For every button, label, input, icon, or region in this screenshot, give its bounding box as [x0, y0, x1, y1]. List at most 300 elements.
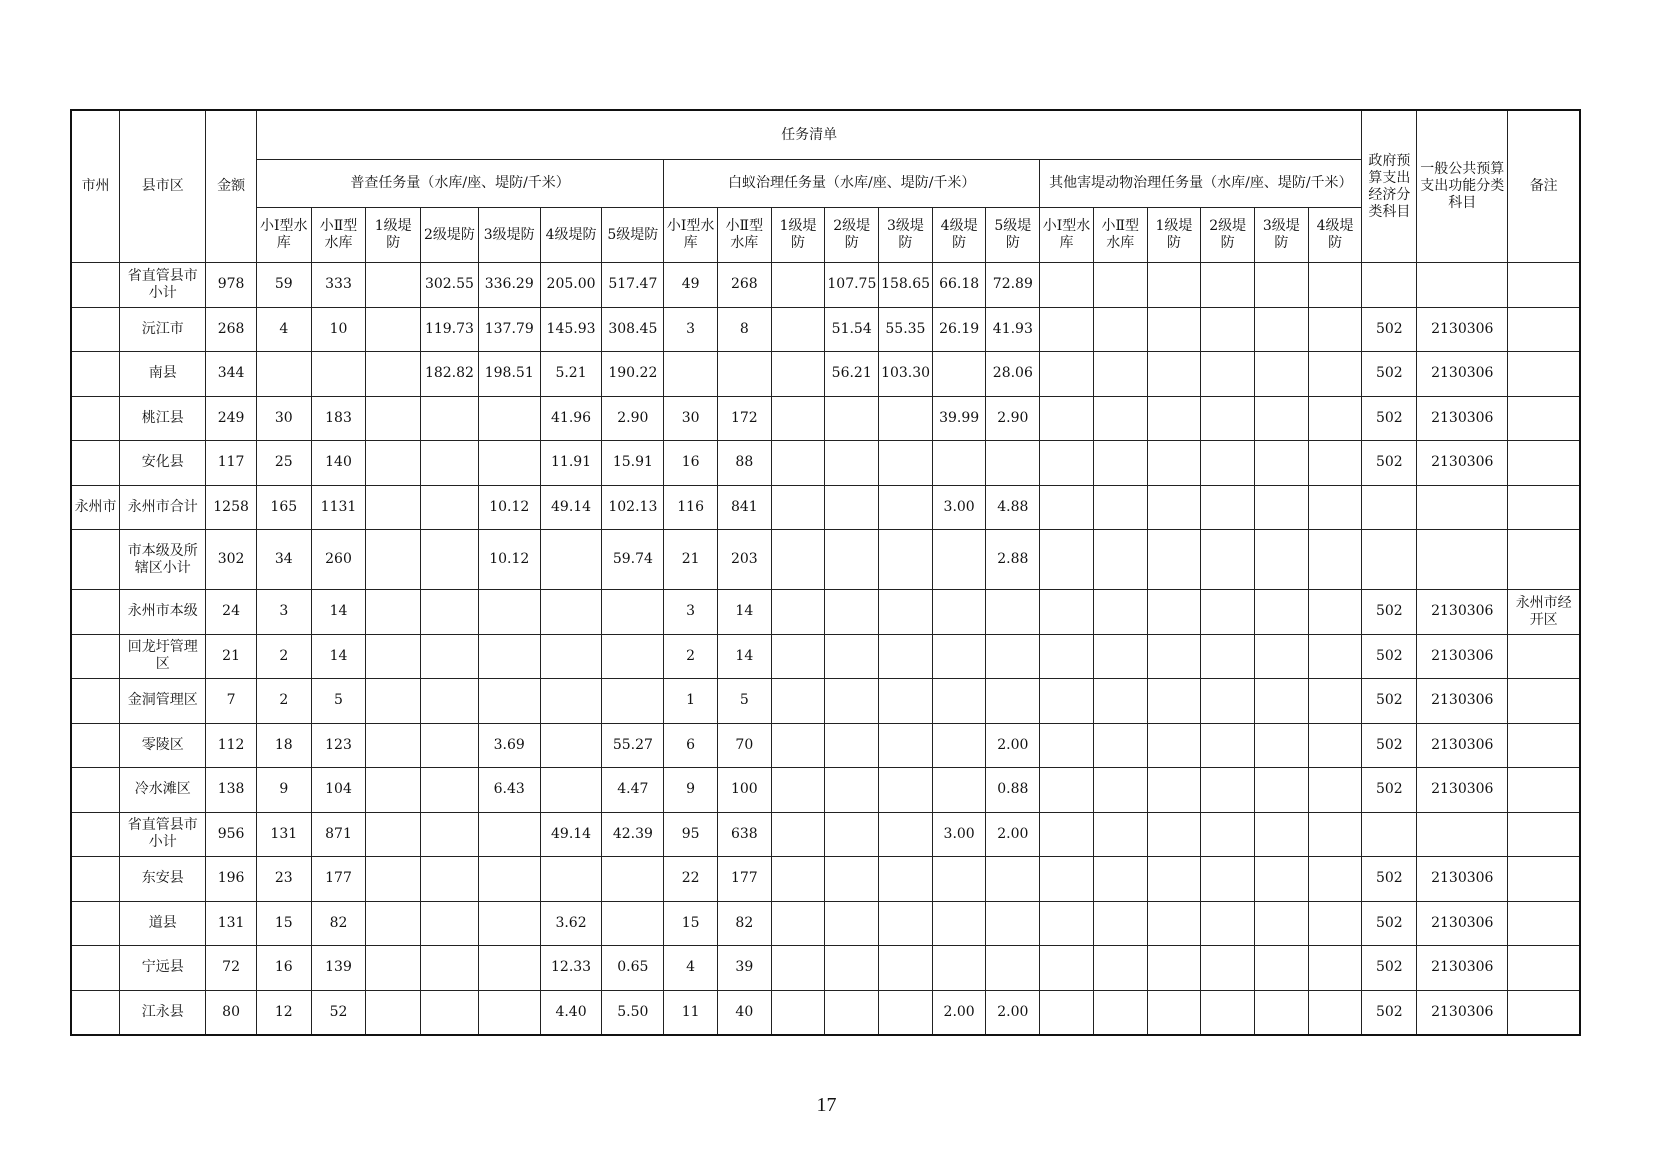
header-task-list: 任务清单 — [256, 110, 1362, 160]
value-cell — [932, 634, 986, 679]
value-cell — [771, 990, 825, 1035]
value-cell — [366, 812, 421, 857]
value-cell — [1147, 857, 1201, 902]
remark-cell — [1508, 946, 1580, 991]
value-cell: 107.75 — [825, 263, 879, 308]
remark-cell — [1508, 679, 1580, 724]
value-cell — [825, 441, 879, 486]
remark-cell — [1508, 441, 1580, 486]
value-cell: 24 — [206, 590, 257, 635]
value-cell — [932, 352, 986, 397]
value-cell — [1255, 530, 1309, 590]
value-cell: 3 — [664, 307, 718, 352]
county-cell: 东安县 — [120, 857, 206, 902]
value-cell: 15 — [256, 901, 311, 946]
page-number: 17 — [816, 1094, 837, 1116]
value-cell — [932, 590, 986, 635]
value-cell — [1040, 901, 1094, 946]
value-cell: 3 — [256, 590, 311, 635]
value-cell — [1201, 990, 1255, 1035]
value-cell — [602, 634, 664, 679]
value-cell: 638 — [717, 812, 771, 857]
value-cell — [879, 590, 933, 635]
value-cell: 21 — [206, 634, 257, 679]
value-cell — [879, 485, 933, 530]
value-cell — [366, 679, 421, 724]
value-cell: 18 — [256, 723, 311, 768]
value-cell: 2.00 — [986, 990, 1040, 1035]
value-cell — [1040, 634, 1094, 679]
remark-cell — [1508, 768, 1580, 813]
city-cell — [71, 307, 120, 352]
value-cell — [1147, 901, 1201, 946]
value-cell — [478, 590, 540, 635]
value-cell — [1255, 590, 1309, 635]
value-cell — [421, 901, 479, 946]
value-cell: 145.93 — [540, 307, 602, 352]
table-body — [71, 263, 1580, 1035]
value-cell — [1040, 812, 1094, 857]
value-cell: 139 — [311, 946, 366, 991]
remark-cell — [1508, 485, 1580, 530]
value-cell: 183 — [311, 396, 366, 441]
value-cell: 0.88 — [986, 768, 1040, 813]
value-cell: 2130306 — [1417, 441, 1508, 486]
remark-cell — [1508, 723, 1580, 768]
header-general-budget: 一般公共预算支出功能分类科目 — [1417, 110, 1508, 263]
value-cell: 4.88 — [986, 485, 1040, 530]
value-cell — [771, 901, 825, 946]
header-city: 市州 — [71, 110, 120, 263]
value-cell: 11.91 — [540, 441, 602, 486]
value-cell: 2130306 — [1417, 352, 1508, 397]
value-cell: 42.39 — [602, 812, 664, 857]
remark-cell — [1508, 812, 1580, 857]
value-cell — [1201, 352, 1255, 397]
value-cell — [986, 590, 1040, 635]
city-cell — [71, 723, 120, 768]
table-row — [71, 485, 1580, 530]
value-cell: 1258 — [206, 485, 257, 530]
other-subheader-3: 1级堤防 — [1147, 208, 1201, 263]
value-cell — [825, 768, 879, 813]
value-cell — [1093, 441, 1147, 486]
header-amount: 金额 — [206, 110, 257, 263]
value-cell: 502 — [1362, 723, 1417, 768]
task-allocation-table — [70, 109, 1581, 1036]
value-cell — [1201, 485, 1255, 530]
value-cell — [311, 352, 366, 397]
value-cell: 302.55 — [421, 263, 479, 308]
value-cell: 4 — [256, 307, 311, 352]
value-cell — [1255, 768, 1309, 813]
value-cell: 95 — [664, 812, 718, 857]
table-row — [71, 263, 1580, 308]
value-cell: 5 — [311, 679, 366, 724]
value-cell — [825, 723, 879, 768]
other-subheader-1: 小Ⅰ型水库 — [1040, 208, 1094, 263]
value-cell: 34 — [256, 530, 311, 590]
value-cell — [1255, 812, 1309, 857]
value-cell — [879, 441, 933, 486]
value-cell — [1147, 441, 1201, 486]
value-cell: 190.22 — [602, 352, 664, 397]
value-cell: 871 — [311, 812, 366, 857]
value-cell — [1201, 857, 1255, 902]
value-cell — [1147, 263, 1201, 308]
census-subheader-3: 1级堤防 — [366, 208, 421, 263]
value-cell: 131 — [256, 812, 311, 857]
value-cell: 502 — [1362, 441, 1417, 486]
value-cell — [1308, 901, 1362, 946]
value-cell — [366, 946, 421, 991]
city-cell — [71, 634, 120, 679]
value-cell — [771, 768, 825, 813]
remark-cell — [1508, 990, 1580, 1035]
value-cell — [1308, 768, 1362, 813]
value-cell: 2130306 — [1417, 590, 1508, 635]
value-cell: 52 — [311, 990, 366, 1035]
value-cell — [1147, 679, 1201, 724]
value-cell — [421, 946, 479, 991]
value-cell — [932, 901, 986, 946]
value-cell: 2130306 — [1417, 857, 1508, 902]
value-cell: 3.62 — [540, 901, 602, 946]
value-cell — [1201, 679, 1255, 724]
value-cell — [1040, 485, 1094, 530]
value-cell — [932, 723, 986, 768]
value-cell: 203 — [717, 530, 771, 590]
city-cell — [71, 263, 120, 308]
value-cell — [932, 530, 986, 590]
value-cell: 30 — [256, 396, 311, 441]
value-cell — [478, 812, 540, 857]
city-cell — [71, 352, 120, 397]
header-census-group: 普查任务量（水库/座、堤防/千米） — [256, 160, 663, 208]
value-cell — [1201, 901, 1255, 946]
value-cell — [1308, 723, 1362, 768]
value-cell: 268 — [717, 263, 771, 308]
value-cell: 6.43 — [478, 768, 540, 813]
value-cell — [825, 812, 879, 857]
value-cell — [1040, 396, 1094, 441]
value-cell — [1255, 990, 1309, 1035]
table-row — [71, 634, 1580, 679]
value-cell: 502 — [1362, 946, 1417, 991]
value-cell: 2130306 — [1417, 679, 1508, 724]
value-cell — [1093, 768, 1147, 813]
county-cell: 安化县 — [120, 441, 206, 486]
value-cell: 119.73 — [421, 307, 479, 352]
value-cell: 978 — [206, 263, 257, 308]
value-cell — [771, 634, 825, 679]
value-cell — [771, 590, 825, 635]
value-cell: 517.47 — [602, 263, 664, 308]
county-cell: 永州市本级 — [120, 590, 206, 635]
value-cell: 70 — [717, 723, 771, 768]
value-cell — [1201, 946, 1255, 991]
value-cell: 102.13 — [602, 485, 664, 530]
value-cell — [1308, 679, 1362, 724]
value-cell: 88 — [717, 441, 771, 486]
value-cell — [1147, 634, 1201, 679]
value-cell — [1040, 441, 1094, 486]
value-cell: 956 — [206, 812, 257, 857]
value-cell — [1093, 590, 1147, 635]
value-cell — [825, 485, 879, 530]
census-subheader-6: 4级堤防 — [540, 208, 602, 263]
value-cell: 177 — [311, 857, 366, 902]
header-other-group: 其他害堤动物治理任务量（水库/座、堤防/千米） — [1040, 160, 1362, 208]
value-cell: 14 — [717, 590, 771, 635]
census-subheader-5: 3级堤防 — [478, 208, 540, 263]
value-cell — [366, 307, 421, 352]
subheader-row — [71, 208, 1580, 263]
value-cell: 268 — [206, 307, 257, 352]
value-cell — [879, 857, 933, 902]
value-cell — [540, 723, 602, 768]
value-cell: 3 — [664, 590, 718, 635]
value-cell — [1147, 812, 1201, 857]
value-cell: 2130306 — [1417, 901, 1508, 946]
value-cell — [986, 441, 1040, 486]
value-cell — [1308, 812, 1362, 857]
value-cell — [366, 441, 421, 486]
value-cell — [421, 768, 479, 813]
value-cell: 55.27 — [602, 723, 664, 768]
value-cell — [1040, 590, 1094, 635]
value-cell: 3.00 — [932, 485, 986, 530]
value-cell — [602, 901, 664, 946]
value-cell — [256, 352, 311, 397]
value-cell: 2130306 — [1417, 946, 1508, 991]
value-cell: 4.40 — [540, 990, 602, 1035]
value-cell: 172 — [717, 396, 771, 441]
value-cell: 205.00 — [540, 263, 602, 308]
value-cell — [825, 901, 879, 946]
value-cell: 72 — [206, 946, 257, 991]
value-cell — [986, 901, 1040, 946]
value-cell: 333 — [311, 263, 366, 308]
value-cell — [366, 530, 421, 590]
value-cell — [1308, 396, 1362, 441]
value-cell — [771, 352, 825, 397]
value-cell — [540, 679, 602, 724]
value-cell: 502 — [1362, 352, 1417, 397]
value-cell — [1201, 307, 1255, 352]
value-cell — [540, 857, 602, 902]
value-cell — [1040, 679, 1094, 724]
value-cell — [771, 812, 825, 857]
value-cell — [771, 946, 825, 991]
value-cell — [1308, 441, 1362, 486]
value-cell: 14 — [311, 634, 366, 679]
census-subheader-7: 5级堤防 — [602, 208, 664, 263]
value-cell — [1201, 812, 1255, 857]
value-cell: 502 — [1362, 857, 1417, 902]
value-cell — [771, 679, 825, 724]
value-cell: 9 — [256, 768, 311, 813]
value-cell — [1040, 352, 1094, 397]
value-cell — [1255, 263, 1309, 308]
value-cell: 177 — [717, 857, 771, 902]
census-subheader-4: 2级堤防 — [421, 208, 479, 263]
value-cell — [1040, 530, 1094, 590]
remark-cell — [1508, 634, 1580, 679]
value-cell — [771, 857, 825, 902]
city-cell — [71, 530, 120, 590]
value-cell: 12.33 — [540, 946, 602, 991]
value-cell — [879, 396, 933, 441]
value-cell: 15.91 — [602, 441, 664, 486]
value-cell — [986, 634, 1040, 679]
value-cell — [478, 634, 540, 679]
value-cell — [1093, 946, 1147, 991]
value-cell — [1093, 990, 1147, 1035]
value-cell — [421, 857, 479, 902]
county-cell: 金洞管理区 — [120, 679, 206, 724]
value-cell — [540, 530, 602, 590]
other-subheader-5: 3级堤防 — [1255, 208, 1309, 263]
value-cell: 55.35 — [879, 307, 933, 352]
county-cell: 省直管县市小计 — [120, 812, 206, 857]
value-cell: 2.00 — [986, 812, 1040, 857]
value-cell: 123 — [311, 723, 366, 768]
value-cell — [1255, 857, 1309, 902]
value-cell — [1201, 263, 1255, 308]
value-cell — [825, 590, 879, 635]
value-cell: 15 — [664, 901, 718, 946]
value-cell — [1093, 723, 1147, 768]
value-cell: 22 — [664, 857, 718, 902]
city-cell: 永州市 — [71, 485, 120, 530]
value-cell — [664, 352, 718, 397]
remark-cell — [1508, 901, 1580, 946]
value-cell — [478, 901, 540, 946]
value-cell: 502 — [1362, 634, 1417, 679]
termite-subheader-7: 5级堤防 — [986, 208, 1040, 263]
value-cell — [478, 441, 540, 486]
value-cell: 1131 — [311, 485, 366, 530]
value-cell — [478, 857, 540, 902]
value-cell: 196 — [206, 857, 257, 902]
value-cell — [1255, 946, 1309, 991]
value-cell — [1201, 441, 1255, 486]
value-cell: 137.79 — [478, 307, 540, 352]
value-cell — [1308, 990, 1362, 1035]
city-cell — [71, 679, 120, 724]
value-cell — [1093, 812, 1147, 857]
value-cell — [421, 812, 479, 857]
value-cell: 2.00 — [986, 723, 1040, 768]
termite-subheader-1: 小Ⅰ型水库 — [664, 208, 718, 263]
value-cell: 41.96 — [540, 396, 602, 441]
value-cell: 2 — [256, 634, 311, 679]
value-cell — [421, 679, 479, 724]
value-cell — [1093, 352, 1147, 397]
other-subheader-6: 4级堤防 — [1308, 208, 1362, 263]
value-cell: 3.00 — [932, 812, 986, 857]
city-cell — [71, 857, 120, 902]
value-cell: 10 — [311, 307, 366, 352]
value-cell — [1147, 396, 1201, 441]
value-cell — [366, 396, 421, 441]
value-cell — [1362, 812, 1417, 857]
termite-subheader-5: 3级堤防 — [879, 208, 933, 263]
value-cell — [1093, 901, 1147, 946]
table-row — [71, 857, 1580, 902]
value-cell: 502 — [1362, 590, 1417, 635]
value-cell — [1093, 634, 1147, 679]
value-cell: 117 — [206, 441, 257, 486]
value-cell — [825, 634, 879, 679]
value-cell: 82 — [311, 901, 366, 946]
other-subheader-4: 2级堤防 — [1201, 208, 1255, 263]
value-cell: 2.88 — [986, 530, 1040, 590]
value-cell — [986, 857, 1040, 902]
value-cell: 25 — [256, 441, 311, 486]
value-cell — [771, 530, 825, 590]
value-cell: 14 — [311, 590, 366, 635]
value-cell: 841 — [717, 485, 771, 530]
value-cell — [478, 990, 540, 1035]
value-cell — [879, 723, 933, 768]
value-cell — [421, 990, 479, 1035]
value-cell — [879, 679, 933, 724]
value-cell: 4 — [664, 946, 718, 991]
value-cell: 26.19 — [932, 307, 986, 352]
value-cell: 249 — [206, 396, 257, 441]
value-cell — [366, 263, 421, 308]
value-cell — [366, 990, 421, 1035]
value-cell: 2130306 — [1417, 396, 1508, 441]
value-cell — [1147, 485, 1201, 530]
value-cell — [986, 679, 1040, 724]
value-cell: 80 — [206, 990, 257, 1035]
value-cell — [1255, 352, 1309, 397]
value-cell: 14 — [717, 634, 771, 679]
header-remark: 备注 — [1508, 110, 1580, 263]
value-cell: 9 — [664, 768, 718, 813]
value-cell — [1093, 679, 1147, 724]
value-cell — [1308, 530, 1362, 590]
value-cell — [1362, 263, 1417, 308]
value-cell: 140 — [311, 441, 366, 486]
table-row — [71, 812, 1580, 857]
value-cell: 49.14 — [540, 485, 602, 530]
termite-subheader-6: 4级堤防 — [932, 208, 986, 263]
value-cell — [932, 857, 986, 902]
value-cell — [1308, 590, 1362, 635]
value-cell — [366, 901, 421, 946]
value-cell: 23 — [256, 857, 311, 902]
table-row — [71, 946, 1580, 991]
county-cell: 桃江县 — [120, 396, 206, 441]
remark-cell — [1508, 352, 1580, 397]
value-cell: 5 — [717, 679, 771, 724]
value-cell — [1093, 263, 1147, 308]
county-cell: 冷水滩区 — [120, 768, 206, 813]
value-cell — [1362, 485, 1417, 530]
termite-subheader-2: 小Ⅱ型水库 — [717, 208, 771, 263]
value-cell: 41.93 — [986, 307, 1040, 352]
value-cell — [1147, 768, 1201, 813]
value-cell — [1147, 590, 1201, 635]
table-row — [71, 352, 1580, 397]
value-cell — [879, 990, 933, 1035]
value-cell — [1308, 485, 1362, 530]
value-cell: 39.99 — [932, 396, 986, 441]
